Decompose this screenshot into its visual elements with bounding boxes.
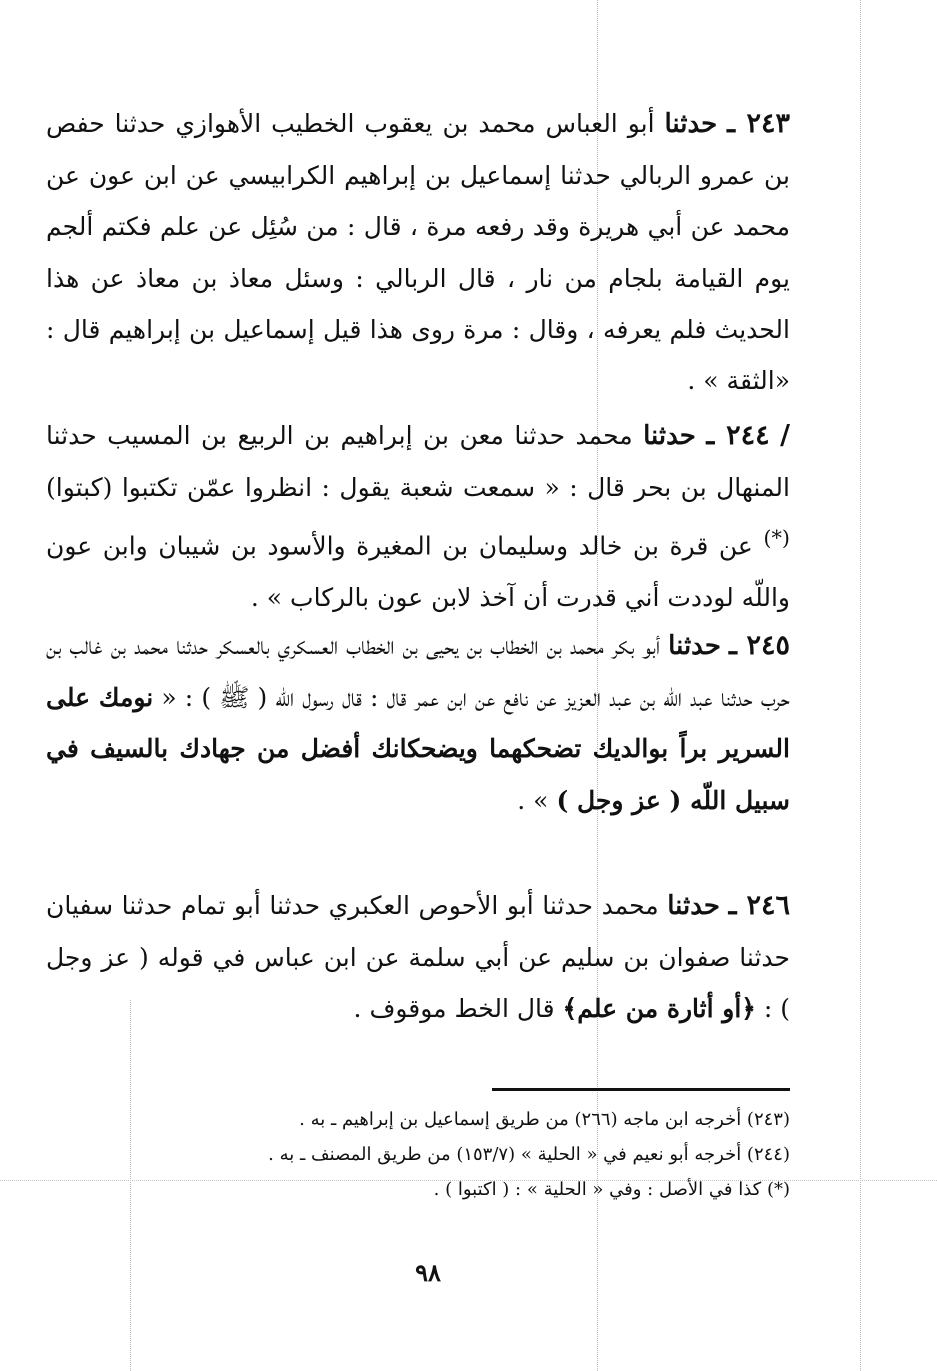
scan-guide-line xyxy=(130,1000,131,1371)
footnote-asterisk: (*) كذا في الأصل : وفي « الحلية » : ( اكتبوا ) . xyxy=(433,1179,790,1200)
page-number: ٩٨ xyxy=(415,1258,441,1287)
hadith-lead-word: حدثنا xyxy=(667,891,720,921)
hadith-paragraph-244 xyxy=(46,410,790,623)
hadith-ending: » . xyxy=(517,785,549,815)
hadith-paragraph-245 xyxy=(46,620,790,826)
continuation-marker: / xyxy=(780,420,791,451)
hadith-number: ٢٤٤ ـ xyxy=(706,420,770,451)
hadith-lead-word: حدثنا xyxy=(643,421,696,451)
footnote-divider xyxy=(492,1088,790,1091)
hadith-ending: «الثقة » . xyxy=(687,366,790,396)
hadith-number: ٢٤٥ ـ xyxy=(729,630,790,661)
hadith-text-continued: عن قرة بن خالد وسليمان بن المغيرة والأسود بن شيبان وابن عون واللّه لوددت أني قدرت أن آخذ لابن عون بالركاب » . xyxy=(46,531,790,612)
hadith-text: محمد حدثنا أبو الأحوص العكبري حدثنا أبو تمام حدثنا سفيان حدثنا صفوان بن سليم عن أبي سلمة عن ابن عباس في قوله ( عز وجل ) : xyxy=(46,891,790,1024)
prophetic-quote: نومك على السرير براً بوالديك تضحكهما ويضحكانك أفضل من جهادك بالسيف في سبيل اللّه ( عز وجل ) xyxy=(46,683,790,815)
footnotes xyxy=(200,1102,790,1207)
hadith-text: أبو العباس محمد بن يعقوب الخطيب الأهوازي حدثنا حفص بن عمرو الربالي حدثنا إسماعيل بن إبراهيم الكرابيسي عن ابن عون عن محمد عن أبي هريرة وقد رفعه مرة ، قال : من سُئِل عن علم فكتم ألجم يوم القيامة بلجام من نار ، قال الربالي : وسئل معاذ بن معاذ عن هذا الحديث فلم يعرفه ، وقال : مرة روى هذا قيل إسماعيل بن إبراهيم قال : xyxy=(46,109,790,344)
hadith-number: ٢٤٣ ـ xyxy=(727,108,790,139)
hadith-ending: قال الخط موقوف . xyxy=(353,994,555,1024)
hadith-number: ٢٤٦ ـ xyxy=(728,890,791,921)
hadith-paragraph-243 xyxy=(46,98,790,406)
salutation-glyph: ﷺ xyxy=(219,683,250,713)
footnote-244: (٢٤٤) أخرجه أبو نعيم في « الحلية » (١٥٣/٧) من طريق المصنف ـ به . xyxy=(268,1144,790,1165)
footnote-reference: (*) xyxy=(763,526,790,551)
hadith-text: محمد حدثنا معن بن إبراهيم بن الربيع بن المسيب حدثنا المنهال بن بحر قال : « سمعت شعبة يقول : انظروا عمّن تكتبوا (كبتوا) xyxy=(46,421,790,503)
hadith-paragraph-246 xyxy=(46,880,790,1035)
hadith-lead-word: حدثنا xyxy=(664,109,718,139)
hadith-text-continued: ) : « xyxy=(161,683,212,713)
scan-guide-line xyxy=(860,0,861,1371)
quranic-verse: ﴿أو أثارة من علم﴾ xyxy=(562,994,756,1024)
hadith-lead-word: حدثنا xyxy=(668,631,721,661)
footnote-243: (٢٤٣) أخرجه ابن ماجه (٢٦٦) من طريق إسماعيل بن إبراهيم ـ به . xyxy=(299,1109,790,1130)
hadith-text: أبو بكر محمد بن الخطاب بن يحيى بن الخطاب العسكري بالعسكر حدثنا محمد بن غالب بن حرب حدثنا عبد اللّه بن عبد العزيز عن نافع عن ابن عمر قال : قال رسول اللّه ( xyxy=(46,631,790,713)
